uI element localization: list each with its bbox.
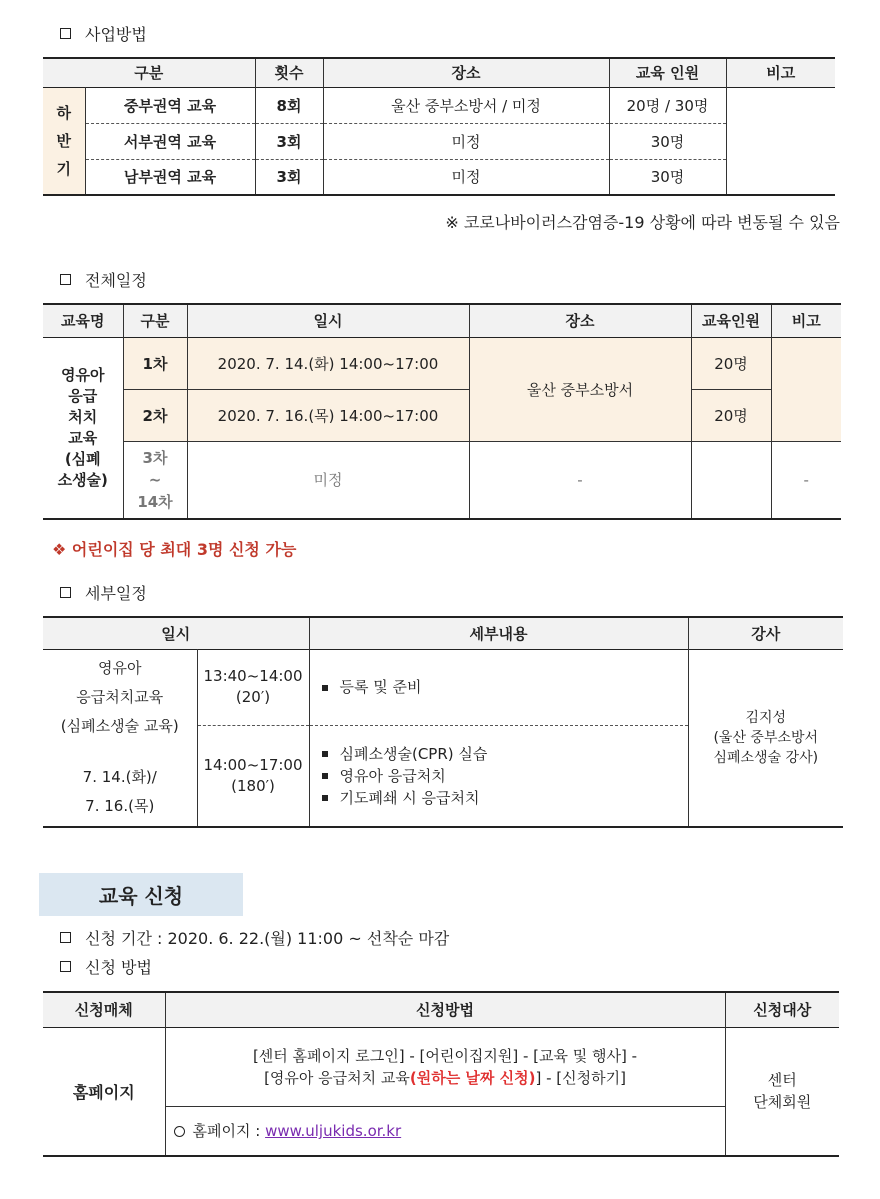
list-item: 등록 및 준비 (322, 676, 688, 698)
table-cell: 남부권역 교육 (85, 159, 255, 195)
table-cell: 미정 (323, 123, 609, 159)
homepage-link[interactable]: www.uljukids.or.kr (265, 1122, 402, 1141)
checkbox-square-icon (60, 28, 71, 39)
col-header: 신청대상 (725, 992, 839, 1027)
people-cell: 20명 (691, 389, 771, 441)
checkbox-square-icon (60, 932, 71, 943)
limit-notice: ❖ 어린이집 당 최대 3명 신청 가능 (52, 540, 297, 559)
checkbox-square-icon (60, 587, 71, 598)
col-header: 횟수 (255, 58, 323, 87)
section-heading-detail (60, 581, 147, 604)
col-header: 신청매체 (43, 992, 165, 1027)
content-cell (309, 725, 688, 827)
application-period (60, 926, 449, 949)
detail-dates: 7. 14.(화)/ 7. 16.(목) (82, 767, 157, 815)
col-header: 교육인원 (691, 304, 771, 337)
remark-cell (771, 337, 841, 441)
col-header: 장소 (323, 58, 609, 87)
table-cell: 30명 (609, 159, 726, 195)
col-header: 구분 (123, 304, 187, 337)
time-cell: 14:00~17:00 (180′) (197, 725, 309, 827)
date-cell (43, 649, 197, 827)
checkbox-square-icon (60, 274, 71, 285)
method-cell (165, 1027, 725, 1106)
col-header: 일시 (187, 304, 469, 337)
section-heading-method (60, 22, 147, 45)
section-title-application: 교육 신청 (39, 873, 243, 916)
bullet-icon (322, 751, 328, 757)
people-cell: 20명 (691, 337, 771, 389)
people-cell (691, 441, 771, 519)
datetime-cell: 2020. 7. 14.(화) 14:00~17:00 (187, 337, 469, 389)
heading-text: 전체일정 (85, 271, 147, 290)
heading-text: 신청 방법 (85, 958, 152, 977)
col-header: 세부내용 (309, 617, 688, 649)
list-item: 기도폐쇄 시 응급처치 (322, 787, 688, 809)
remark-cell (726, 87, 835, 195)
table-cell: 8회 (255, 87, 323, 123)
col-header: 구분 (43, 58, 255, 87)
list-item: 심폐소생술(CPR) 실습 (322, 743, 688, 765)
table-cell: 중부권역 교육 (85, 87, 255, 123)
homepage-cell: 홈페이지 : www.uljukids.or.kr (165, 1106, 725, 1156)
datetime-cell: 미정 (187, 441, 469, 519)
period-text: 신청 기간 : 2020. 6. 22.(월) 11:00 ~ 선착순 마감 (85, 929, 450, 948)
place-cell: 울산 중부소방서 (469, 337, 691, 441)
bullet-icon (322, 795, 328, 801)
table-cell: 울산 중부소방서 / 미정 (323, 87, 609, 123)
table-cell: 3회 (255, 123, 323, 159)
target-cell: 센터 단체회원 (725, 1027, 839, 1156)
col-header: 신청방법 (165, 992, 725, 1027)
col-header: 비고 (771, 304, 841, 337)
section-heading-schedule (60, 268, 147, 291)
highlight-text: (원하는 날짜 신청) (409, 1068, 536, 1087)
list-item: 영유아 응급처치 (322, 765, 688, 787)
application-table (43, 991, 839, 1157)
heading-text: 사업방법 (85, 25, 147, 44)
remark-cell: - (803, 470, 809, 489)
datetime-cell: 2020. 7. 16.(목) 14:00~17:00 (187, 389, 469, 441)
table-cell: 미정 (323, 159, 609, 195)
bullet-icon (322, 773, 328, 779)
place-cell: - (469, 441, 691, 519)
schedule-table (43, 303, 841, 520)
col-header: 장소 (469, 304, 691, 337)
round-cell: 1차 (123, 337, 187, 389)
heading-text: 세부일정 (85, 584, 147, 603)
round-cell: 2차 (123, 389, 187, 441)
checkbox-square-icon (60, 961, 71, 972)
table-cell: 20명 / 30명 (609, 87, 726, 123)
table-cell: 30명 (609, 123, 726, 159)
col-header: 교육 인원 (609, 58, 726, 87)
col-header: 교육명 (43, 304, 123, 337)
time-cell: 13:40~14:00 (20′) (197, 649, 309, 725)
round-cell: 3차 ~ 14차 (123, 441, 187, 519)
table-cell: 서부권역 교육 (85, 123, 255, 159)
course-name: 영유아 응급 처치 교육 (심폐 소생술) (43, 337, 123, 519)
covid-note: ※ 코로나바이러스감염증-19 상황에 따라 변동될 수 있음 (445, 213, 840, 232)
content-cell (309, 649, 688, 725)
method-line: [센터 홈페이지 로그인] - [어린이집지원] - [교육 및 행사] - (252, 1046, 638, 1065)
instructor-cell: 김지성 (울산 중부소방서 심폐소생술 강사) (688, 649, 843, 827)
col-header: 비고 (726, 58, 835, 87)
section-heading-method2 (60, 955, 152, 978)
col-header: 강사 (688, 617, 843, 649)
media-cell: 홈페이지 (43, 1027, 165, 1156)
method-table (43, 57, 835, 196)
group-label: 하 반 기 (43, 87, 85, 195)
detail-course: 영유아 응급처치교육 (심폐소생술 교육) (60, 658, 179, 735)
detail-table (43, 616, 843, 828)
table-cell: 3회 (255, 159, 323, 195)
col-header: 일시 (43, 617, 309, 649)
method-line: [영유아 응급처치 교육(원하는 날짜 신청)] - [신청하기] (264, 1068, 626, 1087)
bullet-icon (322, 685, 328, 691)
circle-bullet-icon (174, 1126, 185, 1137)
